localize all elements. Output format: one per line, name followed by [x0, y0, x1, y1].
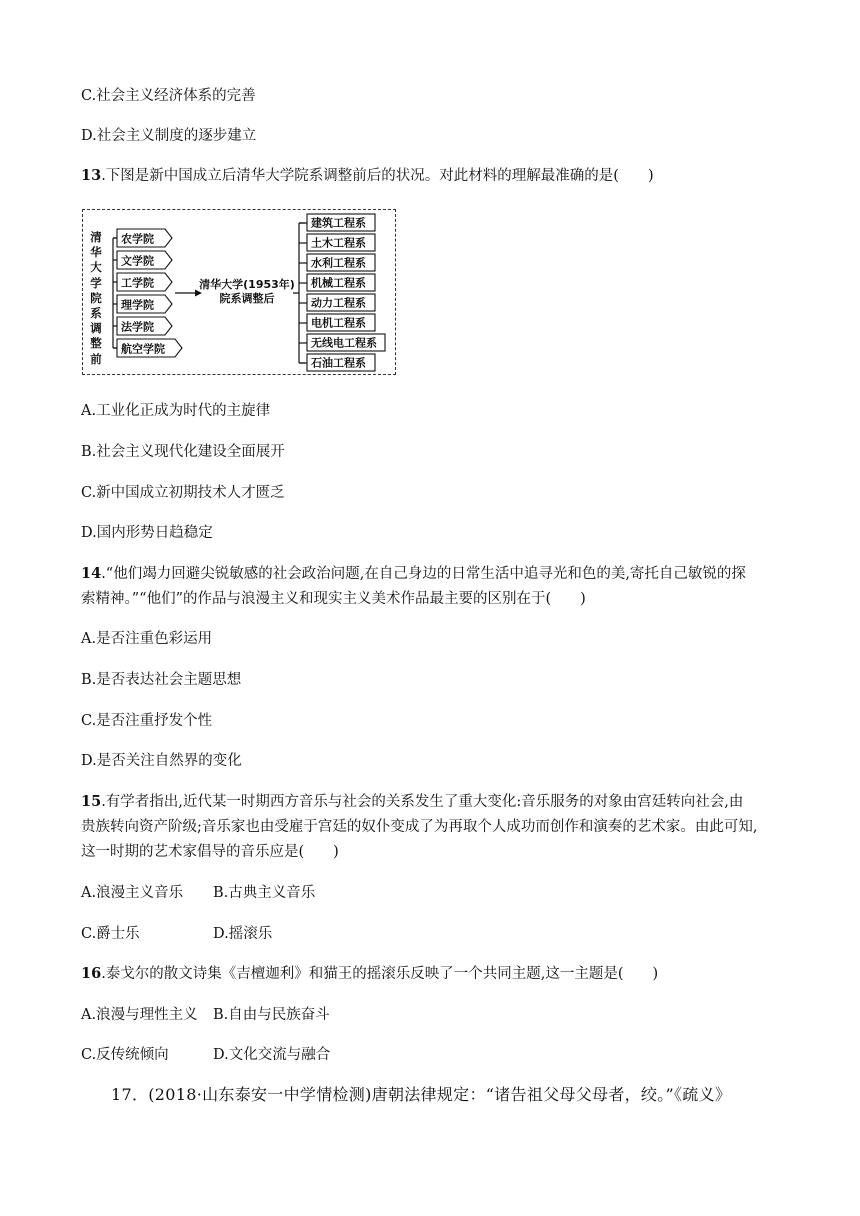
q13-option-c: C.新中国成立初期技术人才匮乏	[81, 485, 285, 501]
diagram-after-item	[299, 214, 375, 231]
diagram-before-item	[113, 251, 172, 269]
diagram-center-line2: 院系调整后	[219, 292, 275, 305]
diagram-after-label: 土木工程系	[311, 236, 366, 250]
diagram-after-item	[299, 294, 375, 311]
diagram-center-line1: 清华大学(1953年)	[199, 278, 295, 291]
q17-text: 17．(2018·山东泰安一中学情检测)唐朝法律规定：“诸告祖父母父母者，绞。”《疏义》	[111, 1085, 732, 1104]
diagram-after-label: 石油工程系	[311, 356, 366, 370]
diagram-after-label: 动力工程系	[311, 296, 366, 310]
diagram-before-item	[113, 339, 182, 357]
diagram-after-item	[299, 334, 385, 351]
q16-options-row2	[81, 1045, 330, 1065]
q16-option-a: A.浪漫与理性主义	[81, 1007, 198, 1023]
q15-option-b: B.古典主义音乐	[213, 885, 316, 901]
q15-stem-line1	[81, 792, 743, 812]
diagram-after-label: 机械工程系	[311, 276, 366, 290]
diagram-before-item	[113, 229, 172, 247]
diagram-before-label: 法学院	[121, 320, 154, 334]
q16-option-b: B.自由与民族奋斗	[213, 1007, 330, 1023]
diagram-before-label: 农学院	[121, 232, 154, 246]
q16-options-row1	[81, 1005, 330, 1025]
q13-stem	[81, 166, 654, 186]
q14-stem-line2: 索精神。”“他们”的作品与浪漫主义和现实主义美术作品最主要的区别在于( )	[81, 591, 586, 607]
diagram-after-label: 水利工程系	[311, 256, 366, 270]
diagram-after-item	[299, 234, 375, 251]
diagram-left-title: 清华大学院系调整前	[90, 230, 102, 366]
q14-stem-text-1: .“他们竭力回避尖锐敏感的社会政治问题,在自己身边的日常生活中追寻光和色的美,寄托自己敏锐的探	[101, 566, 746, 582]
diagram-before-item	[113, 295, 172, 313]
q15-stem-text-1: .有学者指出,近代某一时期西方音乐与社会的关系发生了重大变化:音乐服务的对象由宫廷转向社会,由	[101, 794, 744, 810]
q16-stem	[81, 964, 658, 984]
q15-options-row2	[81, 924, 272, 944]
diagram-before-label: 文学院	[121, 254, 154, 268]
diagram-after-label: 建筑工程系	[311, 216, 366, 230]
diagram-after-item	[299, 254, 375, 271]
q14-option-d: D.是否关注自然界的变化	[81, 753, 242, 769]
q15-stem-line2: 贵族转向资产阶级;音乐家也由受雇于宫廷的奴仆变成了为再取个人成功而创作和演奏的艺术家。由此可知,	[81, 819, 758, 835]
q15-option-a: A.浪漫主义音乐	[81, 885, 184, 901]
diagram-before-label: 工学院	[121, 276, 154, 290]
q15-options-row1	[81, 883, 315, 903]
q16-option-c: C.反传统倾向	[81, 1047, 169, 1063]
q16-option-d: D.文化交流与融合	[213, 1047, 331, 1063]
q13-stem-text: .下图是新中国成立后清华大学院系调整前后的状况。对此材料的理解最准确的是( )	[101, 168, 654, 184]
diagram-after-item	[299, 314, 375, 331]
diagram-after-item	[299, 274, 375, 291]
diagram-before-item	[113, 273, 172, 291]
q14-option-b: B.是否表达社会主题思想	[81, 672, 242, 688]
q16-stem-text: .泰戈尔的散文诗集《吉檀迦利》和猫王的摇滚乐反映了一个共同主题,这一主题是( )	[101, 966, 659, 982]
q13-option-d: D.国内形势日趋稳定	[81, 525, 213, 541]
q14-stem-line1	[81, 564, 746, 584]
q12-option-c: C.社会主义经济体系的完善	[81, 88, 256, 104]
diagram-after-label: 无线电工程系	[311, 336, 377, 350]
q13-number: 13	[81, 167, 102, 184]
q13-option-b: B.社会主义现代化建设全面展开	[81, 444, 285, 460]
diagram-svg	[83, 210, 397, 376]
q15-number: 15	[81, 793, 102, 810]
diagram-before-label: 航空学院	[121, 342, 165, 356]
diagram-after-item	[299, 354, 375, 371]
q16-number: 16	[81, 965, 102, 982]
q15-option-d: D.摇滚乐	[213, 926, 273, 942]
q14-option-a: A.是否注重色彩运用	[81, 631, 213, 647]
q13-diagram	[82, 209, 396, 375]
q15-option-c: C.爵士乐	[81, 926, 140, 942]
q14-option-c: C.是否注重抒发个性	[81, 713, 213, 729]
diagram-after-label: 电机工程系	[311, 316, 366, 330]
q13-option-a: A.工业化正成为时代的主旋律	[81, 403, 271, 419]
diagram-before-item	[113, 317, 172, 335]
q12-option-d: D.社会主义制度的逐步建立	[81, 128, 257, 144]
q14-number: 14	[81, 565, 102, 582]
q15-stem-line3: 这一时期的艺术家倡导的音乐应是( )	[81, 844, 339, 860]
diagram-before-label: 理学院	[121, 298, 154, 312]
